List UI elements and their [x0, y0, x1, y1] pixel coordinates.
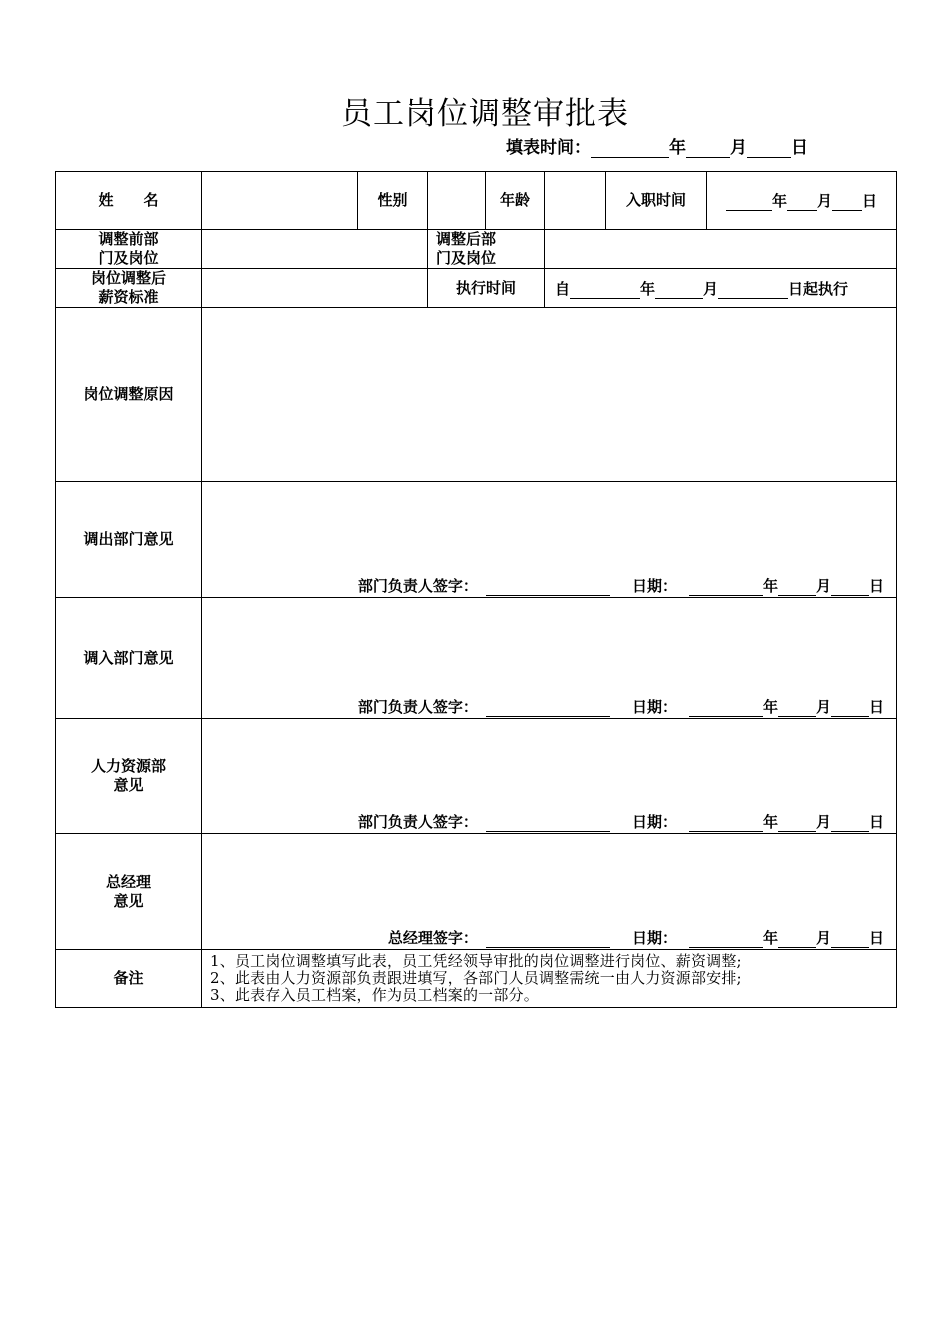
- hire-month-label: 月: [816, 192, 832, 210]
- hr-month-field[interactable]: [778, 815, 816, 832]
- salary-label-line2: 薪资标准: [98, 288, 159, 306]
- out-dept-label: [56, 482, 202, 598]
- exec-day-label: 日起执行: [788, 279, 849, 298]
- hr-dept-signature-line: [358, 811, 884, 832]
- row-remarks: [56, 950, 897, 1008]
- after-dept-label-line2: 门及岗位: [436, 249, 497, 267]
- in-dept-label: [56, 598, 202, 719]
- remarks-content: [202, 950, 897, 1008]
- after-dept-label: [428, 230, 545, 269]
- after-dept-label-line1: 调整后部: [436, 230, 497, 248]
- gm-month-field[interactable]: [778, 931, 816, 948]
- fill-month-label: 月: [730, 138, 747, 158]
- age-label: 年龄: [486, 172, 545, 230]
- fill-day-label: 日: [791, 138, 808, 158]
- gm-day-field[interactable]: [831, 931, 869, 948]
- before-dept-field[interactable]: [202, 230, 428, 269]
- out-year-label: 年: [762, 577, 778, 595]
- name-label: 姓 名: [56, 172, 202, 230]
- hr-sign-label: 部门负责人签字：: [357, 813, 478, 831]
- fill-year-field[interactable]: [591, 141, 669, 158]
- hire-date-label: 入职时间: [606, 172, 707, 230]
- hr-year-field[interactable]: [689, 815, 763, 832]
- remarks-label: 备注: [56, 950, 202, 1008]
- exec-from-label: 自: [555, 279, 571, 298]
- before-dept-label: [56, 230, 202, 269]
- reason-field[interactable]: [202, 308, 897, 482]
- age-field[interactable]: [545, 172, 606, 230]
- salary-label-line1: 岗位调整后: [90, 269, 166, 287]
- exec-day-field[interactable]: [718, 282, 788, 299]
- salary-label: [56, 269, 202, 308]
- gm-label-line1: 总经理: [105, 872, 151, 891]
- gm-date-label: 日期：: [631, 929, 677, 947]
- in-date-label: 日期：: [631, 698, 677, 716]
- exec-month-label: 月: [703, 279, 719, 298]
- hr-month-label: 月: [815, 813, 831, 831]
- remark-line-1: 1、员工岗位调整填写此表，员工凭经领导审批的岗位调整进行岗位、薪资调整;: [210, 952, 742, 970]
- in-dept-opinion-field[interactable]: [202, 598, 897, 719]
- gm-label: [56, 834, 202, 950]
- row-basic-info: [56, 172, 897, 230]
- gm-month-label: 月: [815, 929, 831, 947]
- fill-date-label: 填表时间：: [506, 138, 591, 158]
- hr-dept-label-line1: 人力资源部: [90, 757, 166, 775]
- before-dept-label-line1: 调整前部: [98, 230, 159, 248]
- name-field[interactable]: [202, 172, 358, 230]
- hr-year-label: 年: [762, 813, 778, 831]
- row-section-hr: [56, 719, 897, 834]
- out-dept-label-line1: 调出部门意见: [83, 530, 174, 548]
- gm-day-label: 日: [868, 929, 884, 947]
- in-month-field[interactable]: [778, 700, 816, 717]
- reason-label: 岗位调整原因: [56, 308, 202, 482]
- row-section-in: [56, 598, 897, 719]
- gender-field[interactable]: [428, 172, 486, 230]
- before-dept-label-line2: 门及岗位: [98, 249, 159, 267]
- exec-time-field[interactable]: [545, 269, 897, 308]
- gm-sign-field[interactable]: [486, 931, 610, 948]
- in-day-label: 日: [868, 698, 884, 716]
- fill-year-label: 年: [669, 138, 686, 158]
- form-title: 员工岗位调整审批表: [341, 96, 629, 132]
- approval-form-table: [55, 171, 897, 1008]
- gm-opinion-field[interactable]: [202, 834, 897, 950]
- gm-label-line2: 意见: [113, 891, 144, 910]
- gm-year-field[interactable]: [689, 931, 763, 948]
- in-sign-label: 部门负责人签字：: [357, 698, 478, 716]
- exec-year-label: 年: [640, 279, 656, 298]
- hr-day-field[interactable]: [831, 815, 869, 832]
- gm-signature-line: [388, 927, 884, 948]
- fill-month-field[interactable]: [686, 141, 730, 158]
- out-sign-label: 部门负责人签字：: [357, 577, 478, 595]
- hire-month-field[interactable]: [787, 194, 817, 211]
- row-section-out: [56, 482, 897, 598]
- fill-date: [506, 133, 808, 158]
- in-dept-signature-line: [358, 696, 884, 717]
- in-dept-label-line1: 调入部门意见: [83, 648, 174, 667]
- in-year-field[interactable]: [689, 700, 763, 717]
- in-month-label: 月: [815, 698, 831, 716]
- remark-line-2: 2、此表由人力资源部负责跟进填写，各部门人员调整需统一由人力资源部安排;: [210, 969, 742, 987]
- exec-month-field[interactable]: [655, 282, 703, 299]
- exec-year-field[interactable]: [570, 282, 640, 299]
- hire-date-field[interactable]: [707, 172, 897, 230]
- out-sign-field[interactable]: [486, 579, 610, 596]
- hire-year-label: 年: [771, 192, 787, 210]
- hire-day-field[interactable]: [832, 194, 862, 211]
- in-sign-field[interactable]: [486, 700, 610, 717]
- hire-day-label: 日: [862, 192, 878, 210]
- hr-day-label: 日: [868, 813, 884, 831]
- hr-dept-label-line2: 意见: [113, 776, 144, 794]
- out-dept-signature-line: [358, 575, 884, 596]
- out-year-field[interactable]: [689, 579, 763, 596]
- row-salary: [56, 269, 897, 308]
- hire-year-field[interactable]: [726, 194, 772, 211]
- in-day-field[interactable]: [831, 700, 869, 717]
- out-dept-opinion-field[interactable]: [202, 482, 897, 598]
- gender-label: 性别: [358, 172, 428, 230]
- out-day-label: 日: [868, 577, 884, 595]
- hr-sign-field[interactable]: [486, 815, 610, 832]
- gm-sign-label: 总经理签字：: [387, 929, 478, 947]
- after-dept-field[interactable]: [545, 230, 897, 269]
- remark-line-3: 3、此表存入员工档案，作为员工档案的一部分。: [210, 986, 539, 1004]
- fill-day-field[interactable]: [747, 141, 791, 158]
- out-month-field[interactable]: [778, 579, 816, 596]
- hr-date-label: 日期：: [631, 813, 677, 831]
- hr-dept-label: [56, 719, 202, 834]
- salary-field[interactable]: [202, 269, 428, 308]
- out-day-field[interactable]: [831, 579, 869, 596]
- row-section-gm: [56, 834, 897, 950]
- in-year-label: 年: [762, 698, 778, 716]
- gm-year-label: 年: [762, 929, 778, 947]
- exec-time-label: 执行时间: [428, 269, 545, 308]
- row-reason: [56, 308, 897, 482]
- out-month-label: 月: [815, 577, 831, 595]
- hr-dept-opinion-field[interactable]: [202, 719, 897, 834]
- row-dept-position: [56, 230, 897, 269]
- out-date-label: 日期：: [631, 577, 677, 595]
